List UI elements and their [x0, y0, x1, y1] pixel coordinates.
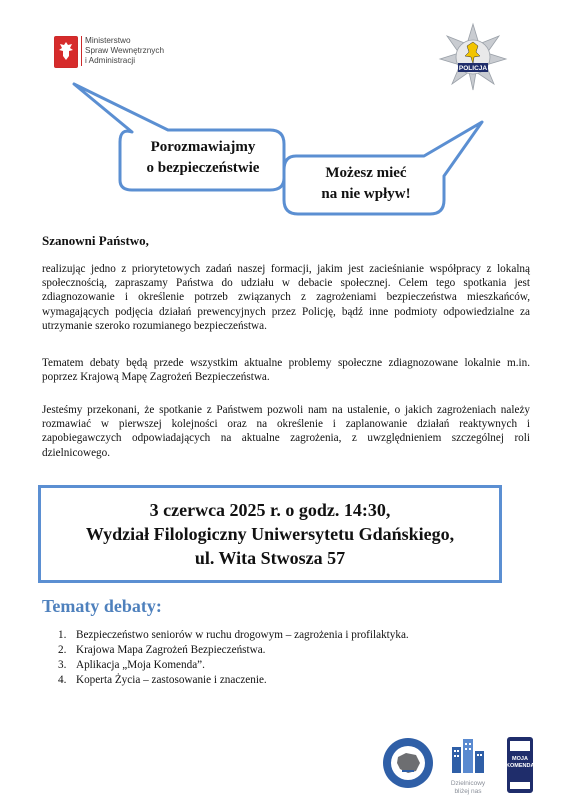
eagle-icon — [54, 36, 78, 68]
dzielnicowy-line-1: Dzielnicowy — [450, 780, 486, 787]
ministry-line-2: Spraw Wewnętrznych — [85, 46, 165, 55]
list-item-text: Aplikacja „Moja Komenda”. — [76, 659, 205, 671]
list-item-number: 1. — [58, 629, 67, 641]
greeting: Szanowni Państwo, — [42, 233, 149, 248]
debate-program-logo — [382, 737, 434, 789]
ministry-line-1: Ministerstwo — [85, 36, 131, 45]
ministry-line-3: i Administracji — [85, 56, 136, 65]
paragraph-intro: realizując jedno z priorytetowych zadań naszej formacji, jakim jest zacieśnianie współpracy z lokalną społecznością, zapraszamy Państwa do udziału w debacie społecznej. Celem tego spotkania jest zdiagnozowanie i określenie potrzeb związanych z zagrożeniami bezpieczeństwa mieszkańców, wymagających podjęcia działań prewencyjnych przez Policję, bądź inne podmioty odpowiedzialne za utrzymanie szeroko rozumianego bezpieczeństwa. — [42, 263, 530, 332]
event-details-box — [38, 485, 502, 583]
ministry-name — [81, 36, 164, 66]
list-item-text: Koperta Życia – zastosowanie i znaczenie. — [76, 674, 267, 686]
event-date: 3 czerwca 2025 r. o godz. 14:30, — [149, 500, 391, 520]
paragraph-topic: Tematem debaty będą przede wszystkim aktualne problemy społeczne zdiagnozowane lokalnie m.in. poprzez Krajową Mapę Zagrożeń Bezpieczeństwa. — [42, 357, 530, 384]
police-badge-text: POLICJA — [458, 65, 488, 72]
topics-list — [58, 628, 518, 688]
moja-komenda-line-2: KOMENDA — [506, 763, 535, 769]
list-item — [58, 643, 518, 658]
topics-title: Tematy debaty: — [42, 596, 162, 616]
dzielnicowy-logo — [448, 735, 488, 793]
list-item — [58, 628, 518, 643]
event-address: ul. Wita Stwosza 57 — [194, 548, 346, 568]
list-item-text: Bezpieczeństwo seniorów w ruchu drogowym – zagrożenia i profilaktyka. — [76, 629, 409, 641]
left-bubble-line-1: Porozmawiajmy — [150, 139, 256, 155]
left-bubble-text — [128, 137, 278, 179]
list-item — [58, 658, 518, 673]
moja-komenda-logo — [506, 736, 534, 794]
moja-komenda-line-1: MOJA — [512, 756, 528, 762]
list-item-number: 3. — [58, 659, 67, 671]
right-bubble-line-2: na nie wpływ! — [321, 186, 411, 202]
list-item — [58, 673, 518, 688]
list-item-number: 4. — [58, 674, 67, 686]
dzielnicowy-line-2: bliżej nas — [454, 788, 482, 795]
right-bubble-text — [292, 163, 440, 205]
event-place: Wydział Filologiczny Uniwersytetu Gdańskiego, — [85, 524, 455, 544]
speech-bubbles — [70, 80, 490, 220]
paragraph-conviction: Jesteśmy przekonani, że spotkanie z Państwem pozwoli nam na ustalenie, o jakich zagrożeniach należy rozmawiać w pierwszej kolejności oraz na określenie i zaplanowanie działań reaktywnych i zapobiegawczych odpowiadających na aktualne zagrożenia, z uwzględnieniem szczególnej roli dzielnicowego. — [42, 404, 530, 459]
right-bubble-line-1: Możesz mieć — [325, 165, 407, 181]
list-item-number: 2. — [58, 644, 67, 656]
left-bubble-line-2: o bezpieczeństwie — [146, 160, 260, 176]
ministry-logo — [54, 36, 184, 70]
list-item-text: Krajowa Mapa Zagrożeń Bezpieczeństwa. — [76, 644, 266, 656]
